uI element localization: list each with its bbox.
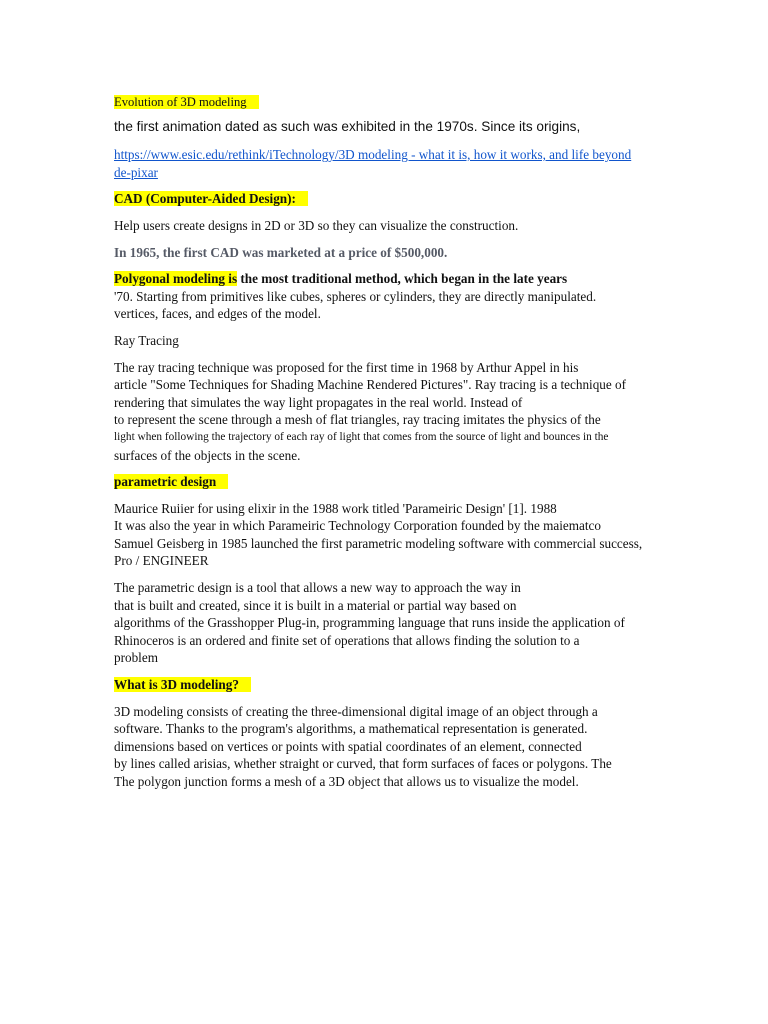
document-title: Evolution of 3D modeling <box>114 94 659 112</box>
cad-fact: In 1965, the first CAD was marketed at a price of $500,000. <box>114 244 448 260</box>
intro-text: the first animation dated as such was exhibited in the 1970s. Since its origins, <box>114 118 581 134</box>
what-is-paragraph <box>114 703 659 791</box>
what-is-line: 3D modeling consists of creating the three-dimensional digital image of an object through a <box>114 703 598 719</box>
polygonal-heading-line: Polygonal modeling is the most traditional method, which began in the late years <box>114 271 568 287</box>
reference-link-line-1[interactable]: https://www.esic.edu/rethink/iTechnology/3D modeling - what it is, how it works, and life beyond <box>114 147 632 163</box>
polygonal-line-2: '70. Starting from primitives like cubes, spheres or cylinders, they are directly manipulated. <box>114 288 597 304</box>
reference-link[interactable] <box>114 146 659 181</box>
document-body <box>114 94 659 791</box>
ray-tracing-line: rendering that simulates the way light propagates in the real world. Instead of <box>114 394 523 410</box>
cad-body: Help users create designs in 2D or 3D so they can visualize the construction. <box>114 217 519 233</box>
ray-tracing-line: surfaces of the objects in the scene. <box>114 447 301 463</box>
ray-tracing-heading: Ray Tracing <box>114 332 179 348</box>
ray-tracing-line: The ray tracing technique was proposed for the first time in 1968 by Arthur Appel in his <box>114 359 579 375</box>
what-is-line: software. Thanks to the program's algorithms, a mathematical representation is generated. <box>114 721 588 737</box>
cad-heading: CAD (Computer-Aided Design): <box>114 190 659 208</box>
polygonal-paragraph <box>114 270 659 323</box>
what-is-line: The polygon junction forms a mesh of a 3D object that allows us to visualize the model. <box>114 774 579 789</box>
ray-tracing-paragraph <box>114 359 659 465</box>
what-is-line: dimensions based on vertices or points with spatial coordinates of an element, connected <box>114 738 582 754</box>
parametric-line: The parametric design is a tool that allows a new way to approach the way in <box>114 580 521 596</box>
parametric-line: Rhinoceros is an ordered and finite set of operations that allows finding the solution to a <box>114 632 580 648</box>
reference-link-line-2[interactable]: de-pixar <box>114 164 158 180</box>
parametric-line: that is built and created, since it is built in a material or partial way based on <box>114 597 517 613</box>
parametric-line: problem <box>114 650 158 666</box>
parametric-heading: parametric design <box>114 473 659 491</box>
ray-tracing-line: light when following the trajectory of each ray of light that comes from the source of light and bounces in the <box>114 430 609 443</box>
parametric-line: It was also the year in which Parameiric Technology Corporation founded by the maiematco <box>114 518 601 534</box>
what-is-heading: What is 3D modeling? <box>114 676 659 694</box>
ray-tracing-line: article "Some Techniques for Shading Machine Rendered Pictures". Ray tracing is a technique of <box>114 377 627 393</box>
polygonal-line-3: vertices, faces, and edges of the model. <box>114 306 321 322</box>
parametric-line: Maurice Ruiier for using elixir in the 1988 work titled 'Parameiric Design' [1]. 1988 <box>114 500 557 516</box>
parametric-line: algorithms of the Grasshopper Plug-in, programming language that runs inside the application of <box>114 615 625 631</box>
parametric-paragraph-1 <box>114 500 659 570</box>
ray-tracing-line: to represent the scene through a mesh of flat triangles, ray tracing imitates the physics of the <box>114 412 601 428</box>
what-is-line: by lines called arisias, whether straight or curved, that form surfaces of faces or polygons. The <box>114 756 612 772</box>
parametric-line: Pro / ENGINEER <box>114 553 209 569</box>
parametric-paragraph-2 <box>114 579 659 667</box>
parametric-line: Samuel Geisberg in 1985 launched the first parametric modeling software with commercial success, <box>114 535 643 551</box>
